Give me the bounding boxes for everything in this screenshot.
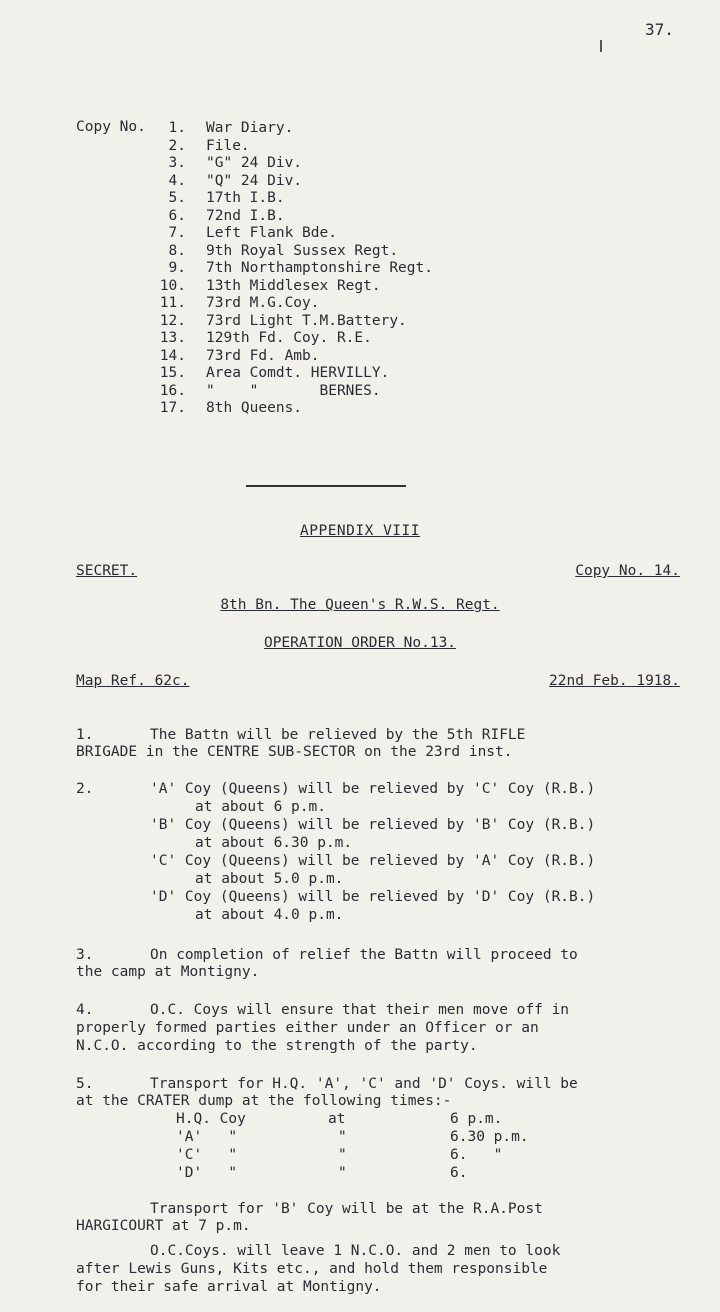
document-page: 37. Copy No. 1. War Diary. 2. File. 3. "G" 24 Div. 4. "Q" 24 Div. 5. 17th I.B. 6. 72nd I.B. 7. Left Flank Bde. 8. 9th Royal Sussex Regt. 9. 7th Northamptonshire Regt. 10. 13th Middlesex Regt. 11. 73rd M.G.Coy. 12. 73rd Light T.M.Battery. 13. 129th Fd. Coy. R.E. 14. 73rd Fd. Amb. 15. Area Comdt. HERVILLY. 16. " " BERNES. 17. 8th Queens. APPENDIX VIII SECRET. Copy No. 14. 8th Bn. The Queen's R.W.S. Regt. OPERATION ORDER No.13. Map Ref. 62c. 22nd Feb. 1918. 1. The Battn will be relieved by the 5th RIFLE BRIGADE in the CENTRE SUB-SECTOR on the 23rd inst. 2. 'A' Coy (Queens) will be relieved by 'C' Coy (R.B.) at about 6 p.m. 'B' Coy (Queens) will be relieved by 'B' Coy (R.B.) at about 6.30 p.m. 'C' Coy (Queens) will be relieved by 'A' Coy (R.B.) at about 5.0 p.m. 'D' Coy (Queens) will be relieved by 'D' Coy (R.B.) at about 4.0 p.m. 3. On completion of relief the Battn will proceed to the camp at Montigny. 4. O.C. Coys will ensure that their men move off in properly formed parties either under an Officer or an N.C.O. according to the strength of the party. 5. Transport for H.Q. 'A', 'C' and 'D' Coys. will be at the CRATER dump at the following times:- H.Q. Coy at 6 p.m. 'A' " " 6.30 p.m. 'C' " " 6. " 'D' " " 6. Transport for 'B' Coy will be at the R.A.Post HARGICOURT at 7 p.m. O.C.Coys. will leave 1 N.C.O. and 2 men to look after Lewis Guns, Kits etc., and hold them responsible for their safe arrival at Montigny. xyxy=(0,0,720,1312)
times-at: at xyxy=(328,1111,346,1127)
para5-number: 5. xyxy=(76,1076,94,1092)
para5-b-transport: Transport for 'B' Coy will be at the R.A.Post xyxy=(150,1201,543,1217)
order-date: 22nd Feb. 1918. xyxy=(549,673,680,689)
unit-heading: 8th Bn. The Queen's R.W.S. Regt. xyxy=(220,597,500,613)
times-at: " xyxy=(338,1147,347,1163)
copy-number: Copy No. 14. xyxy=(575,563,680,579)
relief-time: at about 6.30 p.m. xyxy=(195,835,353,851)
times-time: 6. " xyxy=(450,1147,503,1163)
margin-mark xyxy=(600,40,602,52)
para2-number: 2. xyxy=(76,781,94,797)
relief-line: 'D' Coy (Queens) will be relieved by 'D' Coy (R.B.) xyxy=(150,889,596,905)
relief-time: at about 5.0 p.m. xyxy=(195,871,344,887)
appendix-title: APPENDIX VIII xyxy=(300,523,420,539)
para5-oc-text: after Lewis Guns, Kits etc., and hold them responsible xyxy=(76,1261,548,1277)
para1-text: The Battn will be relieved by the 5th RIFLE xyxy=(150,727,526,743)
times-coy: 'D' " xyxy=(176,1165,238,1181)
para5-oc-text: for their safe arrival at Montigny. xyxy=(76,1279,382,1295)
para1-text: BRIGADE in the CENTRE SUB-SECTOR on the 23rd inst. xyxy=(76,744,513,760)
times-coy: 'C' " xyxy=(176,1147,238,1163)
relief-line: 'A' Coy (Queens) will be relieved by 'C' Coy (R.B.) xyxy=(150,781,596,797)
para3-number: 3. xyxy=(76,947,94,963)
divider xyxy=(246,485,406,487)
para5-text: Transport for H.Q. 'A', 'C' and 'D' Coys. will be xyxy=(150,1076,578,1092)
para5-oc-text: O.C.Coys. will leave 1 N.C.O. and 2 men to look xyxy=(150,1243,561,1259)
times-time: 6.30 p.m. xyxy=(450,1129,529,1145)
para3-text: On completion of relief the Battn will proceed to xyxy=(150,947,578,963)
para4-number: 4. xyxy=(76,1002,94,1018)
relief-time: at about 6 p.m. xyxy=(195,799,326,815)
para4-text: O.C. Coys will ensure that their men move off in xyxy=(150,1002,570,1018)
map-reference: Map Ref. 62c. xyxy=(76,673,190,689)
times-at: " xyxy=(338,1129,347,1145)
times-time: 6. xyxy=(450,1165,468,1181)
para4-text: N.C.O. according to the strength of the party. xyxy=(76,1038,478,1054)
copy-no-label: Copy No. xyxy=(76,119,146,135)
para5-b-transport: HARGICOURT at 7 p.m. xyxy=(76,1218,251,1234)
page-number: 37. xyxy=(645,20,674,39)
relief-time: at about 4.0 p.m. xyxy=(195,907,344,923)
order-title: OPERATION ORDER No.13. xyxy=(263,635,457,651)
times-coy: H.Q. Coy xyxy=(176,1111,246,1127)
times-at: " xyxy=(338,1165,347,1181)
para4-text: properly formed parties either under an Officer or an xyxy=(76,1020,539,1036)
secret-label: SECRET. xyxy=(76,563,138,579)
relief-line: 'B' Coy (Queens) will be relieved by 'B' Coy (R.B.) xyxy=(150,817,596,833)
times-coy: 'A' " xyxy=(176,1129,238,1145)
times-time: 6 p.m. xyxy=(450,1111,503,1127)
para3-text: the camp at Montigny. xyxy=(76,964,260,980)
relief-line: 'C' Coy (Queens) will be relieved by 'A' Coy (R.B.) xyxy=(150,853,596,869)
para1-number: 1. xyxy=(76,727,94,743)
para5-text: at the CRATER dump at the following times:- xyxy=(76,1093,452,1109)
